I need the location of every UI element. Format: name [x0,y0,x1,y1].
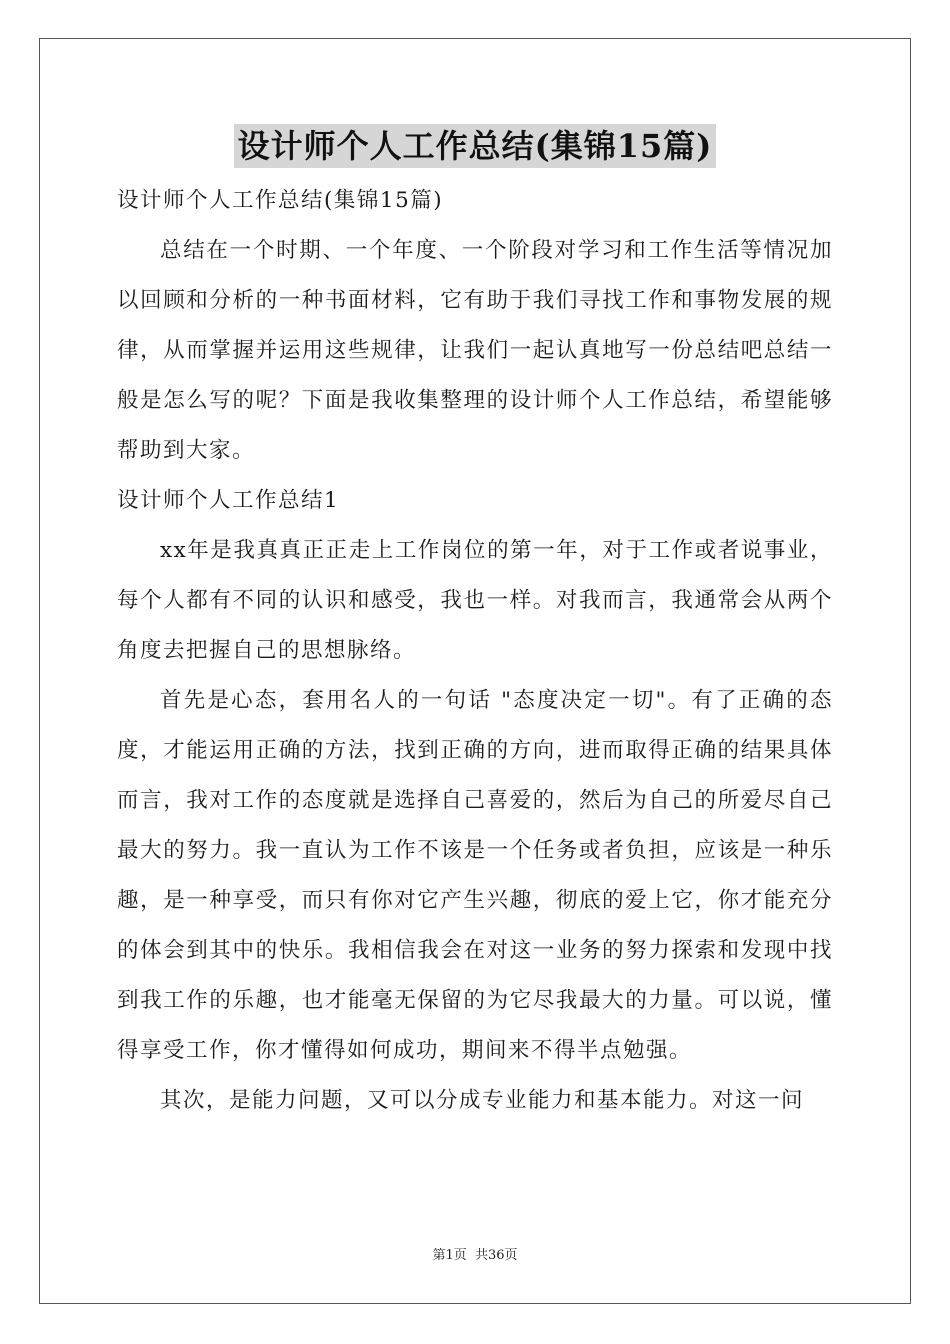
paragraph: 首先是心态，套用名人的一句话 "态度决定一切"。有了正确的态度，才能运用正确的方法，找到正确的方向，进而取得正确的结果具体而言，我对工作的态度就是选择自己喜爱的，然后为自己的所爱尽自己最大的努力。我一直认为工作不该是一个任务或者负担，应该是一种乐趣，是一种享受，而只有你对它产生兴趣，彻底的爱上它，你才能充分的体会到其中的快乐。我相信我会在对这一业务的努力探索和发现中找到我工作的乐趣，也才能毫无保留的为它尽我最大的力量。可以说，懂得享受工作，你才懂得如何成功，期间来不得半点勉强。 [117,688,833,1063]
page-footer [0,1244,950,1263]
document-subtitle: 设计师个人工作总结(集锦15篇) [117,188,444,213]
document-body [117,176,833,1126]
paragraph-intro: 总结在一个时期、一个年度、一个阶段对学习和工作生活等情况加以回顾和分析的一种书面材料，它有助于我们寻找工作和事物发展的规律，从而掌握并运用这些规律，让我们一起认真地写一份总结吧总结一般是怎么写的呢？下面是我收集整理的设计师个人工作总结，希望能够帮助到大家。 [117,238,833,463]
section-heading: 设计师个人工作总结1 [117,488,340,513]
total-pages: 共36页 [474,1248,518,1263]
page-number: 第1页 [432,1248,467,1263]
paragraph: xx年是我真真正正走上工作岗位的第一年，对于工作或者说事业，每个人都有不同的认识和感受，我也一样。对我而言，我通常会从两个角度去把握自己的思想脉络。 [117,538,833,663]
title-container [0,124,950,168]
paragraph: 其次，是能力问题，又可以分成专业能力和基本能力。对这一问 [160,1088,805,1113]
document-title: 设计师个人工作总结(集锦15篇) [234,124,717,168]
